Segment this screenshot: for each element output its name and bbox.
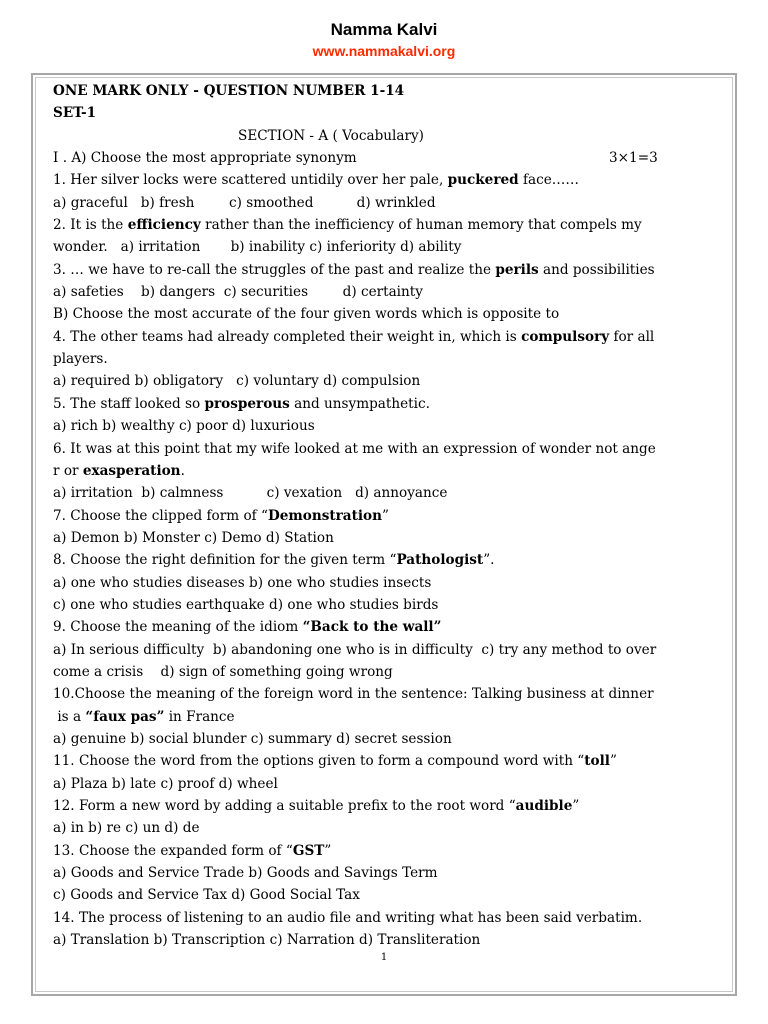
question-1: 1. Her silver locks were scattered untidily over her pale, puckered face…… [53,172,579,189]
question-14-options: a) Translation b) Transcription c) Narration d) Transliteration [53,932,481,949]
keyword: GST [292,842,325,859]
question-5-options: a) rich b) wealthy c) poor d) luxurious [53,418,315,435]
question-4-continued: players. [53,351,108,368]
keyword: efficiency [127,217,201,234]
site-title: Namma Kalvi [330,20,438,39]
keyword: compulsory [521,328,610,345]
question-7-options: a) Demon b) Monster c) Demo d) Station [53,529,334,546]
section-heading: SECTION - A ( Vocabulary) [238,127,424,144]
question-paper [53,80,721,951]
question-8-options-a-b: a) one who studies diseases b) one who studies insects [53,574,432,591]
question-7: 7. Choose the clipped form of “Demonstration” [53,507,389,524]
keyword: toll [584,753,610,770]
question-10-options: a) genuine b) social blunder c) summary d) secret session [53,730,452,747]
paper-heading: ONE MARK ONLY - QUESTION NUMBER 1-14 [53,83,405,99]
question-1-options: a) graceful b) fresh c) smoothed d) wrinkled [53,194,436,211]
question-8: 8. Choose the right definition for the given term “Pathologist”. [53,552,495,569]
set-label: SET-1 [53,105,97,122]
keyword: prosperous [204,395,290,412]
keyword: exasperation [82,462,181,479]
keyword: “Back to the wall” [302,619,442,636]
marks-label: 3×1=3 [609,150,658,167]
question-12-options: a) in b) re c) un d) de [53,820,200,837]
instruction-text: I . A) Choose the most appropriate synonym [53,150,357,167]
question-3-options: a) safeties b) dangers c) securities d) certainty [53,284,423,301]
question-9-options-continued: come a crisis d) sign of something going wrong [53,663,393,680]
instruction-antonym: B) Choose the most accurate of the four given words which is opposite to [53,306,560,323]
question-5: 5. The staff looked so prosperous and unsympathetic. [53,395,430,412]
question-4-options: a) required b) obligatory c) voluntary d) compulsion [53,373,421,390]
page-number: 1 [380,952,388,963]
question-6-options: a) irritation b) calmness c) vexation d) annoyance [53,485,448,502]
site-url: www.nammakalvi.org [312,43,456,59]
question-9-options: a) In serious difficulty b) abandoning one who is in difficulty c) try any method to over [53,641,657,658]
question-3: 3. … we have to re-call the struggles of the past and realize the perils and possibilities [53,261,655,278]
question-6-continued: r or exasperation. [53,462,185,479]
instruction-synonym [53,147,721,169]
question-11-options: a) Plaza b) late c) proof d) wheel [53,775,278,792]
question-13-options-a-b: a) Goods and Service Trade b) Goods and Savings Term [53,865,438,882]
question-2: 2. It is the efficiency rather than the inefficiency of human memory that compels my [53,217,642,234]
keyword: Pathologist [396,552,484,569]
question-10: 10.Choose the meaning of the foreign word in the sentence: Talking business at dinner [53,686,654,703]
question-9: 9. Choose the meaning of the idiom “Back to the wall” [53,619,442,636]
keyword: perils [495,261,539,278]
question-6: 6. It was at this point that my wife looked at me with an expression of wonder not ange [53,440,656,457]
question-2-options: wonder. a) irritation b) inability c) inferiority d) ability [53,239,462,256]
question-8-options-c-d: c) one who studies earthquake d) one who studies birds [53,596,439,613]
keyword: Demonstration [267,507,383,524]
keyword: audible [515,798,573,814]
keyword: “faux pas” [85,708,165,725]
keyword: puckered [447,172,519,189]
question-13: 13. Choose the expanded form of “GST” [53,842,332,859]
question-12: 12. Form a new word by adding a suitable prefix to the root word “audible” [53,798,580,814]
question-11: 11. Choose the word from the options given to form a compound word with “toll” [53,753,617,770]
question-13-options-c-d: c) Goods and Service Tax d) Good Social Tax [53,887,360,904]
question-4: 4. The other teams had already completed their weight in, which is compulsory for all [53,328,655,345]
question-10-continued: is a “faux pas” in France [53,708,235,725]
question-14: 14. The process of listening to an audio file and writing what has been said verbatim. [53,909,643,926]
